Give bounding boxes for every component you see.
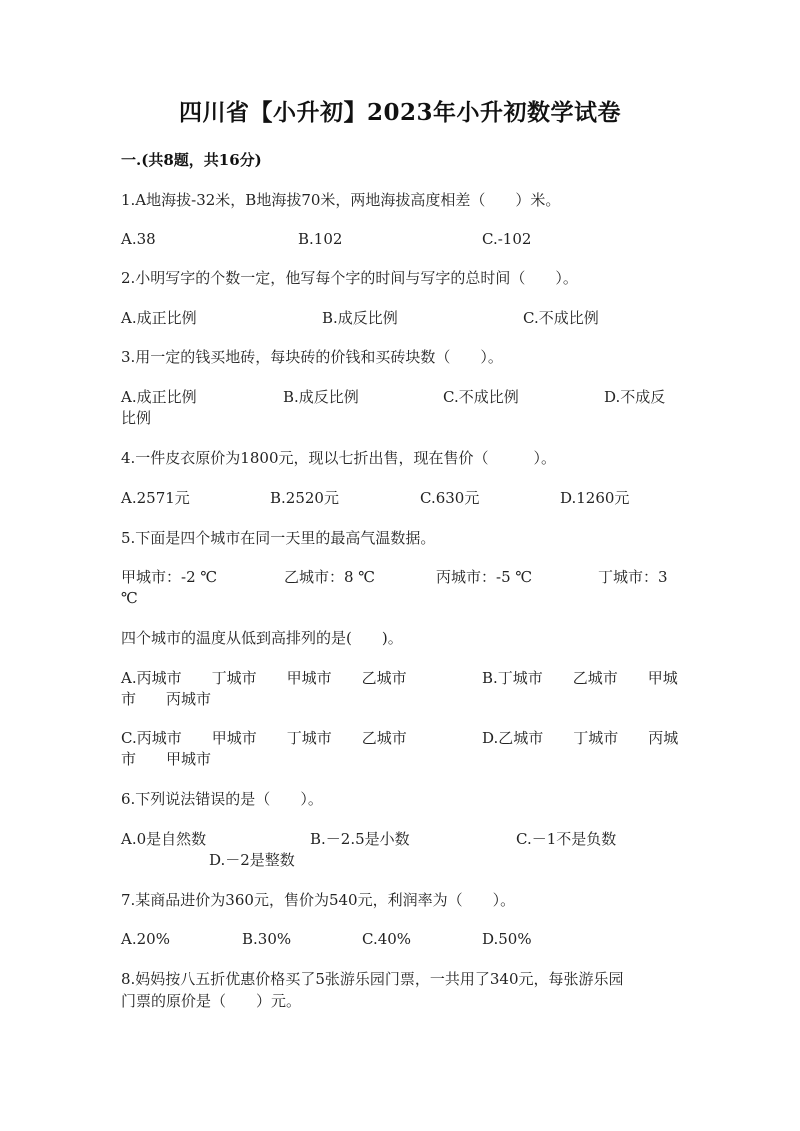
question-2-option-c[interactable]: C.不成比例: [523, 309, 599, 327]
question-3-option-d[interactable]: D.不成反: [604, 388, 666, 406]
question-5-option-c[interactable]: C.丙城市 甲城市 丁城市 乙城市: [121, 729, 407, 747]
question-7-option-d[interactable]: D.50%: [482, 930, 532, 948]
question-6-option-d[interactable]: D.－2是整数: [209, 851, 295, 869]
temperature-city-jia: 甲城市：-2 ℃: [121, 568, 218, 586]
question-8-stem: 8.妈妈按八五折优惠价格买了5张游乐园门票，一共用了340元，每张游乐园: [121, 970, 624, 988]
question-5-option-d[interactable]: D.乙城市 丁城市 丙城: [482, 729, 679, 747]
temperature-city-ding: 丁城市：3: [598, 568, 668, 586]
question-1-option-a[interactable]: A.38: [121, 230, 156, 248]
question-6-option-a[interactable]: A.0是自然数: [121, 830, 207, 848]
section-header: 一.(共8题，共16分): [121, 151, 262, 169]
question-7-option-b[interactable]: B.30%: [242, 930, 292, 948]
question-4-option-c[interactable]: C.630元: [420, 489, 480, 507]
question-3-option-c[interactable]: C.不成比例: [443, 388, 519, 406]
exam-title: 四川省【小升初】2023年小升初数学试卷: [178, 99, 621, 126]
question-4-option-d[interactable]: D.1260元: [560, 489, 630, 507]
question-6-option-b[interactable]: B.－2.5是小数: [310, 830, 410, 848]
question-1-option-b[interactable]: B.102: [298, 230, 343, 248]
question-2-option-a[interactable]: A.成正比例: [121, 309, 197, 327]
question-6-stem: 6.下列说法错误的是（ ）。: [121, 790, 323, 808]
temperature-city-yi: 乙城市：8 ℃: [284, 568, 376, 586]
temperature-wrap-unit: ℃: [121, 589, 138, 607]
question-5-stem: 5.下面是四个城市在同一天里的最高气温数据。: [121, 529, 436, 547]
question-3-option-b[interactable]: B.成反比例: [283, 388, 359, 406]
question-7-option-c[interactable]: C.40%: [362, 930, 412, 948]
question-2-stem: 2.小明写字的个数一定，他写每个字的时间与写字的总时间（ ）。: [121, 269, 578, 287]
question-1-option-c[interactable]: C.-102: [482, 230, 532, 248]
question-3-option-d-wrap: 比例: [121, 409, 152, 427]
question-7-stem: 7.某商品进价为360元，售价为540元，利润率为（ ）。: [121, 891, 516, 909]
question-3-stem: 3.用一定的钱买地砖，每块砖的价钱和买砖块数（ ）。: [121, 348, 503, 366]
question-7-option-a[interactable]: A.20%: [121, 930, 170, 948]
question-4-option-b[interactable]: B.2520元: [270, 489, 339, 507]
question-4-option-a[interactable]: A.2571元: [121, 489, 190, 507]
question-5-option-a[interactable]: A.丙城市 丁城市 甲城市 乙城市: [121, 669, 407, 687]
question-5-question: 四个城市的温度从低到高排列的是( )。: [121, 629, 403, 647]
question-4-stem: 4.一件皮衣原价为1800元，现以七折出售，现在售价（ ）。: [121, 449, 556, 467]
question-2-option-b[interactable]: B.成反比例: [322, 309, 398, 327]
question-5-option-d-wrap: 市 甲城市: [121, 750, 212, 768]
question-3-option-a[interactable]: A.成正比例: [121, 388, 197, 406]
question-8-stem-wrap: 门票的原价是（ ）元。: [121, 992, 302, 1010]
question-5-option-b[interactable]: B.丁城市 乙城市 甲城: [482, 669, 678, 687]
question-6-option-c[interactable]: C.－1不是负数: [516, 830, 617, 848]
question-5-option-b-wrap: 市 丙城市: [121, 690, 212, 708]
question-1-stem: 1.A地海拔-32米，B地海拔70米，两地海拔高度相差（ ）米。: [121, 191, 561, 209]
temperature-city-bing: 丙城市：-5 ℃: [436, 568, 533, 586]
